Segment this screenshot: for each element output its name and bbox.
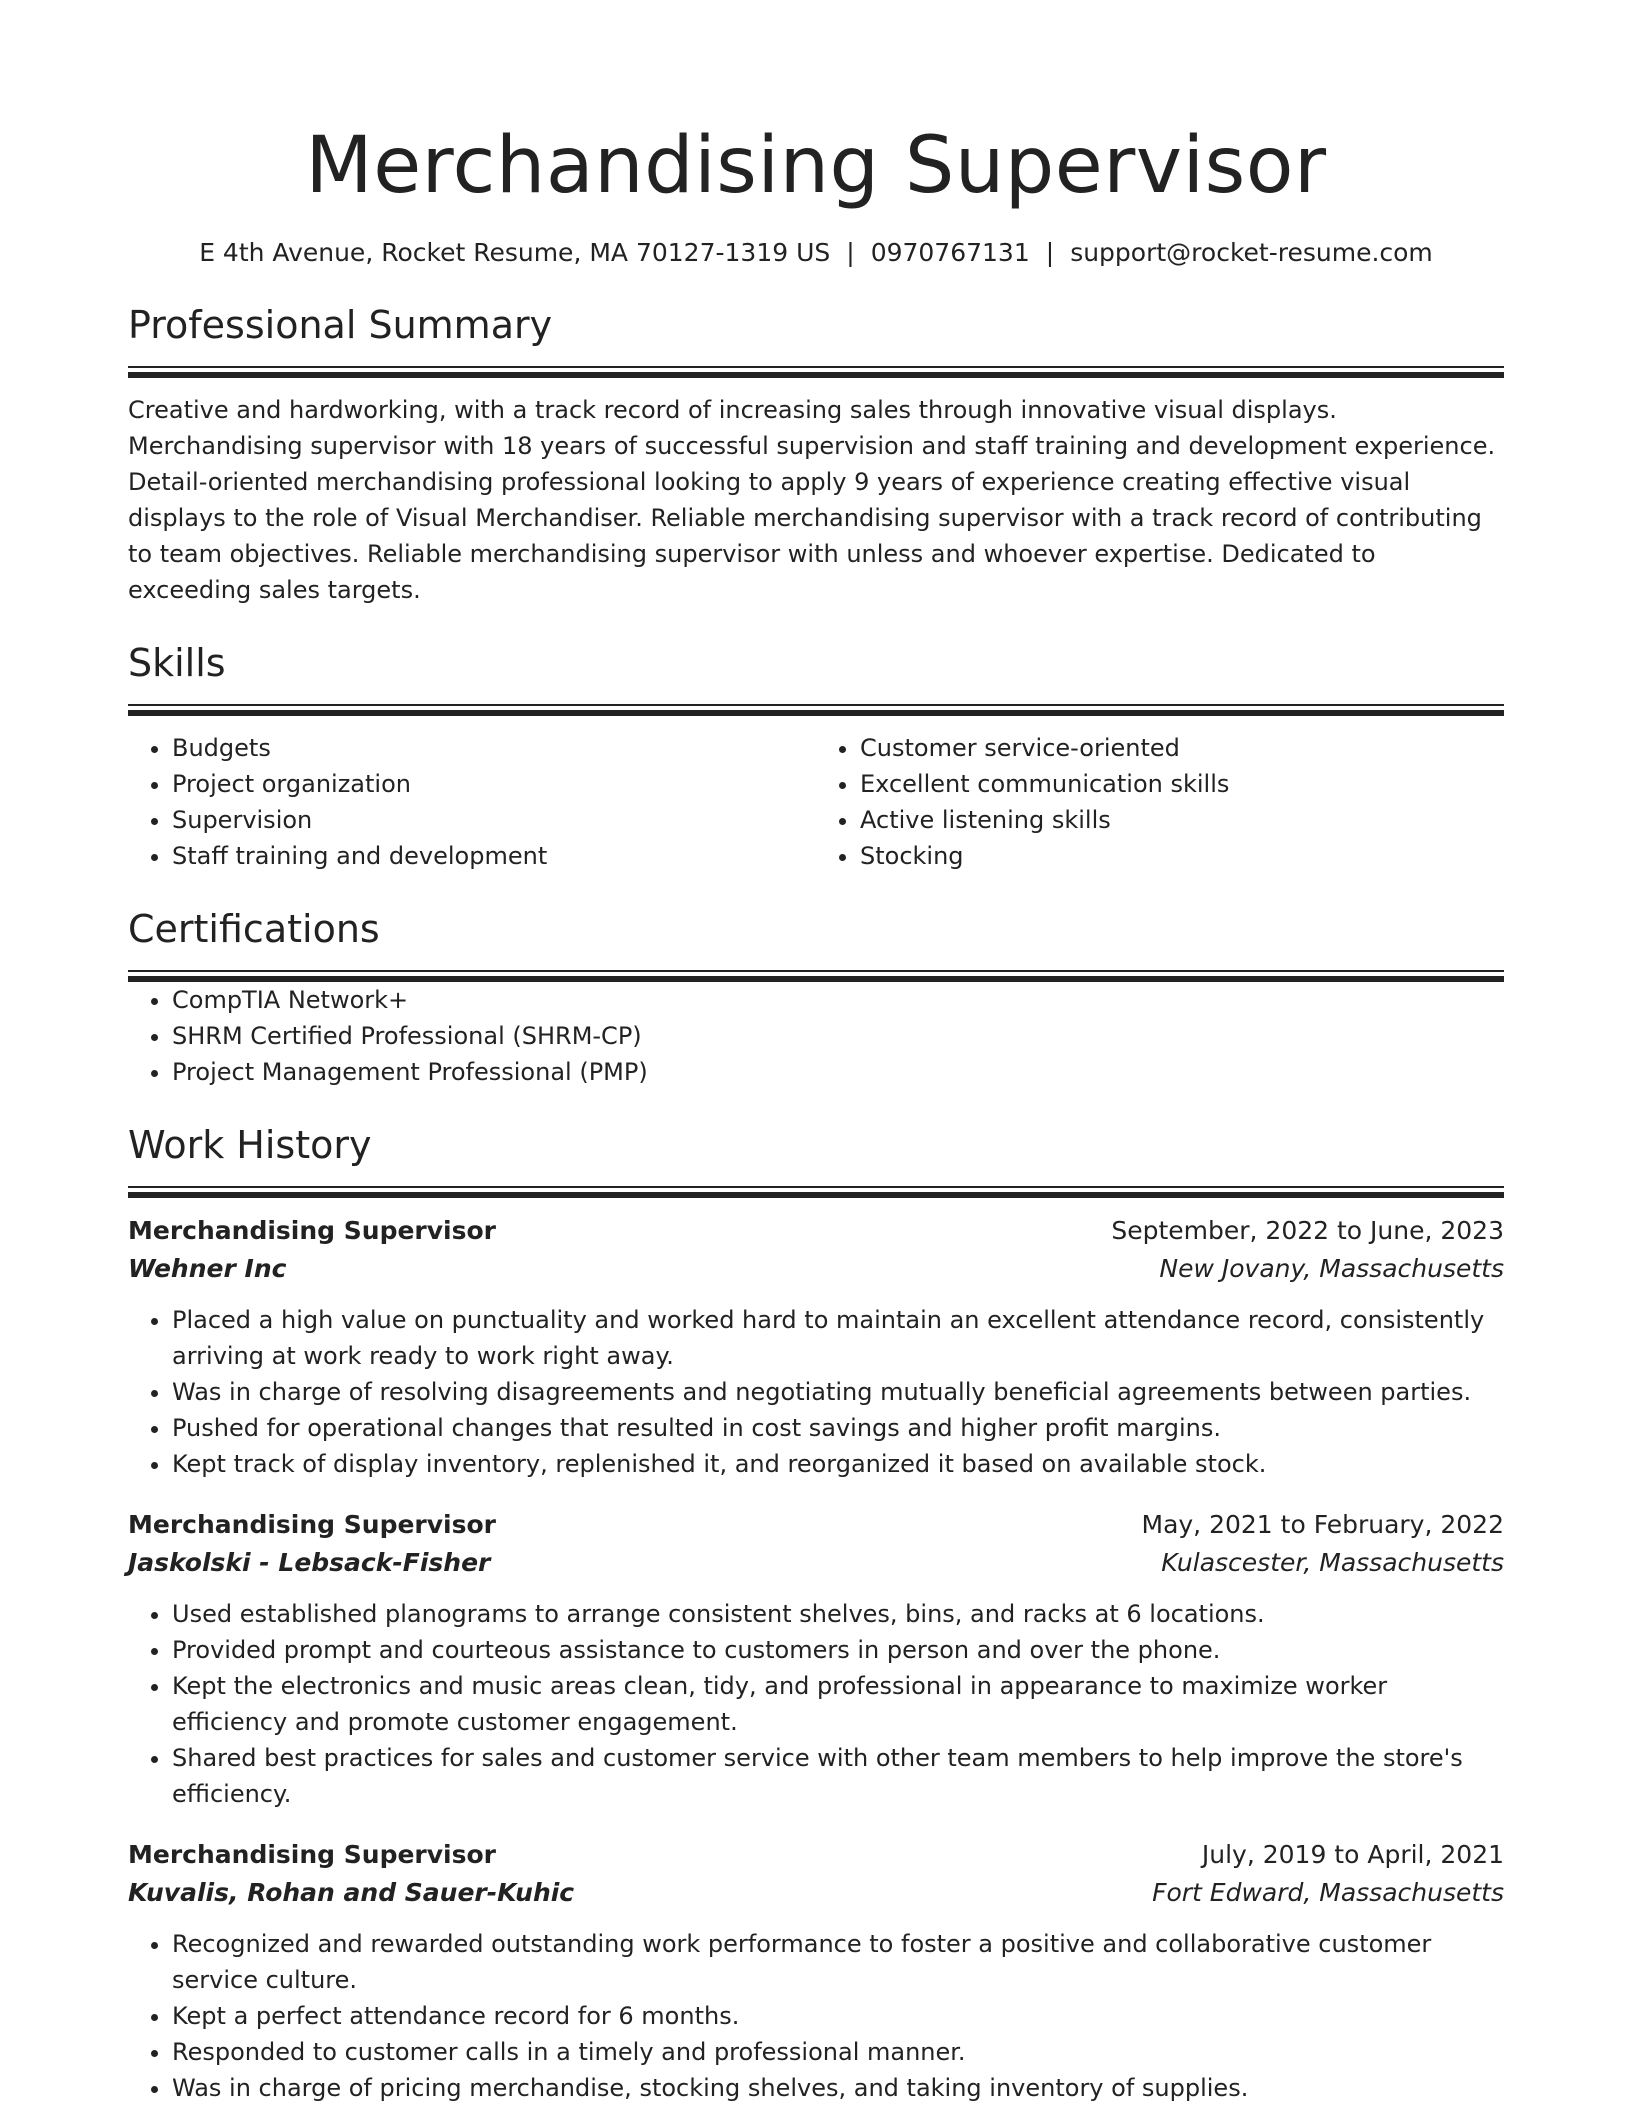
job-location: Kulascester, Massachusetts (1161, 1548, 1504, 1577)
section-title: Certifications (128, 907, 380, 951)
job-bullet: • Recognized and rewarded outstanding work performance to foster a positive and collaborative customer service culture. (172, 1926, 1504, 1998)
resume-page (128, 0, 1504, 2106)
certification-item: • SHRM Certified Professional (SHRM-CP) (172, 1018, 1504, 1054)
job-bullet: • Was in charge of resolving disagreements and negotiating mutually beneficial agreements between parties. (172, 1374, 1504, 1410)
job-header-row (128, 1836, 1504, 1874)
job-bullet: • Was in charge of pricing merchandise, stocking shelves, and taking inventory of supplies. (172, 2070, 1504, 2106)
job-bullet-list (128, 1926, 1504, 2106)
job-dates: September, 2022 to June, 2023 (1111, 1216, 1504, 1245)
skill-item: • Customer service-oriented (860, 730, 1504, 766)
job-location: New Jovany, Massachusetts (1159, 1254, 1504, 1283)
contact-separator: | (1045, 238, 1055, 267)
skills-right-list (816, 730, 1504, 874)
job-company: Wehner Inc (128, 1254, 287, 1283)
job-bullet: • Placed a high value on punctuality and worked hard to maintain an excellent attendance record, consistently arriving at work ready to work right away. (172, 1302, 1504, 1374)
job-entry (128, 1212, 1504, 1482)
contact-email: support@rocket-resume.com (1070, 238, 1433, 267)
job-bullet: • Kept track of display inventory, replenished it, and reorganized it based on available stock. (172, 1446, 1504, 1482)
section-divider (128, 970, 1504, 982)
skills-left-list (128, 730, 816, 874)
contact-phone: 0970767131 (870, 238, 1030, 267)
job-bullet-list (128, 1302, 1504, 1482)
job-company: Kuvalis, Rohan and Sauer-Kuhic (128, 1878, 575, 1907)
contact-separator: | (846, 238, 855, 267)
job-dates: May, 2021 to February, 2022 (1141, 1510, 1504, 1539)
skill-item: • Supervision (172, 802, 816, 838)
job-company-row (128, 1874, 1504, 1912)
job-location: Fort Edward, Massachusetts (1152, 1878, 1504, 1907)
job-bullet: • Responded to customer calls in a timely and professional manner. (172, 2034, 1504, 2070)
job-title: Merchandising Supervisor (128, 1510, 496, 1539)
certification-item: • Project Management Professional (PMP) (172, 1054, 1504, 1090)
skills-section (128, 638, 1504, 874)
section-divider (128, 366, 1504, 378)
section-title: Work History (128, 1123, 372, 1167)
certification-list (128, 982, 1504, 1090)
resume-name: Merchandising Supervisor (305, 121, 1327, 211)
job-title: Merchandising Supervisor (128, 1216, 496, 1245)
section-title: Professional Summary (128, 303, 553, 347)
job-bullet-list (128, 1596, 1504, 1812)
job-entry (128, 1836, 1504, 2106)
certifications-section (128, 904, 1504, 1090)
job-company-row (128, 1544, 1504, 1582)
job-title: Merchandising Supervisor (128, 1840, 496, 1869)
skill-item: • Project organization (172, 766, 816, 802)
section-divider (128, 704, 1504, 716)
skill-item: • Active listening skills (860, 802, 1504, 838)
job-company-row (128, 1250, 1504, 1288)
professional-summary-section (128, 300, 1504, 608)
job-bullet: • Pushed for operational changes that resulted in cost savings and higher profit margins. (172, 1410, 1504, 1446)
job-bullet: • Kept a perfect attendance record for 6 months. (172, 1998, 1504, 2034)
skill-item: • Stocking (860, 838, 1504, 874)
work-history-section (128, 1120, 1504, 2106)
section-divider (128, 1186, 1504, 1198)
job-bullet: • Shared best practices for sales and customer service with other team members to help improve the store's efficiency. (172, 1740, 1504, 1812)
job-bullet: • Provided prompt and courteous assistance to customers in person and over the phone. (172, 1632, 1504, 1668)
certification-item: • CompTIA Network+ (172, 982, 1504, 1018)
job-entry (128, 1506, 1504, 1812)
job-header-row (128, 1212, 1504, 1250)
skill-item: • Staff training and development (172, 838, 816, 874)
summary-text: Creative and hardworking, with a track record of increasing sales through innovative visual displays. Merchandising supervisor with 18 years of successful supervision and staff training and development experience. Detail-oriented merchandising professional looking to apply 9 years of experience creating effective visual displays to the role of Visual Merchandiser. Reliable merchandising supervisor with a track record of contributing to team objectives. Reliable merchandising supervisor with unless and whoever expertise. Dedicated to exceeding sales targets. (128, 396, 1496, 604)
job-header-row (128, 1506, 1504, 1544)
job-dates: July, 2019 to April, 2021 (1201, 1840, 1504, 1869)
job-company: Jaskolski - Lebsack-Fisher (128, 1548, 491, 1577)
section-title: Skills (128, 641, 226, 685)
contact-line (128, 236, 1504, 270)
job-bullet: • Used established planograms to arrange consistent shelves, bins, and racks at 6 locations. (172, 1596, 1504, 1632)
job-bullet: • Kept the electronics and music areas clean, tidy, and professional in appearance to maximize worker efficiency and promote customer engagement. (172, 1668, 1504, 1740)
skills-columns (128, 730, 1504, 874)
contact-address: E 4th Avenue, Rocket Resume, MA 70127-1319 US (199, 238, 831, 267)
skill-item: • Excellent communication skills (860, 766, 1504, 802)
skill-item: • Budgets (172, 730, 816, 766)
